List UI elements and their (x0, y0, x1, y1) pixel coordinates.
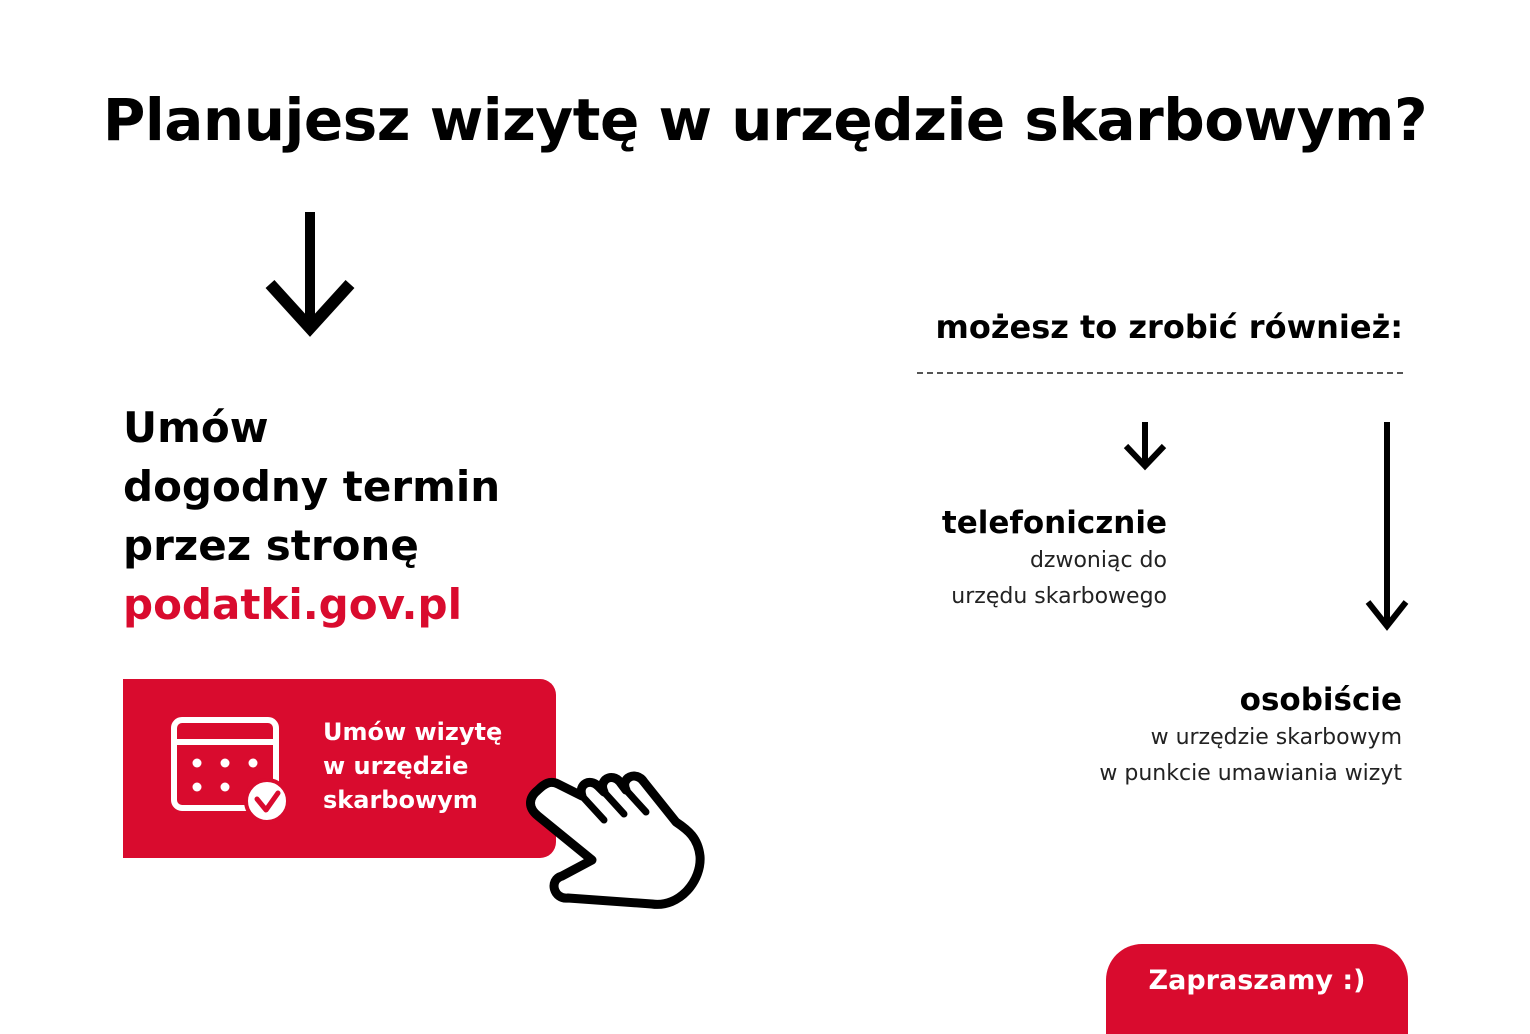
book-visit-label (323, 715, 502, 817)
hand-pointer-icon (520, 760, 710, 915)
headline-line: dogodny termin (123, 462, 501, 511)
cta-line: w urzędzie (323, 752, 469, 780)
book-visit-button[interactable] (123, 679, 556, 858)
headline-line: Umów (123, 403, 269, 452)
in-person-option-desc: w urzędzie skarbowym (1150, 725, 1402, 750)
arrow-down-icon (1120, 420, 1170, 472)
invite-badge: Zapraszamy :) (1106, 944, 1408, 1034)
phone-option-desc: urzędu skarbowego (951, 584, 1167, 609)
site-link[interactable]: podatki.gov.pl (123, 580, 462, 629)
cta-line: Umów wizytę (323, 718, 503, 746)
calendar-check-icon (167, 715, 297, 825)
alternatives-heading: możesz to zrobić również: (935, 308, 1403, 346)
in-person-option (1099, 680, 1402, 792)
divider (917, 372, 1403, 374)
arrow-down-icon (1362, 422, 1412, 634)
phone-option-title: telefonicznie (941, 505, 1167, 541)
in-person-option-desc: w punkcie umawiania wizyt (1099, 761, 1402, 786)
cta-line: skarbowym (323, 786, 478, 814)
booking-headline (123, 398, 500, 634)
page-title: Planujesz wizytę w urzędzie skarbowym? (102, 86, 1428, 154)
in-person-option-title: osobiście (1239, 682, 1402, 718)
arrow-down-icon (262, 210, 358, 340)
phone-option (942, 503, 1167, 615)
headline-line: przez stronę (123, 521, 419, 570)
phone-option-desc: dzwoniąc do (1029, 548, 1167, 573)
